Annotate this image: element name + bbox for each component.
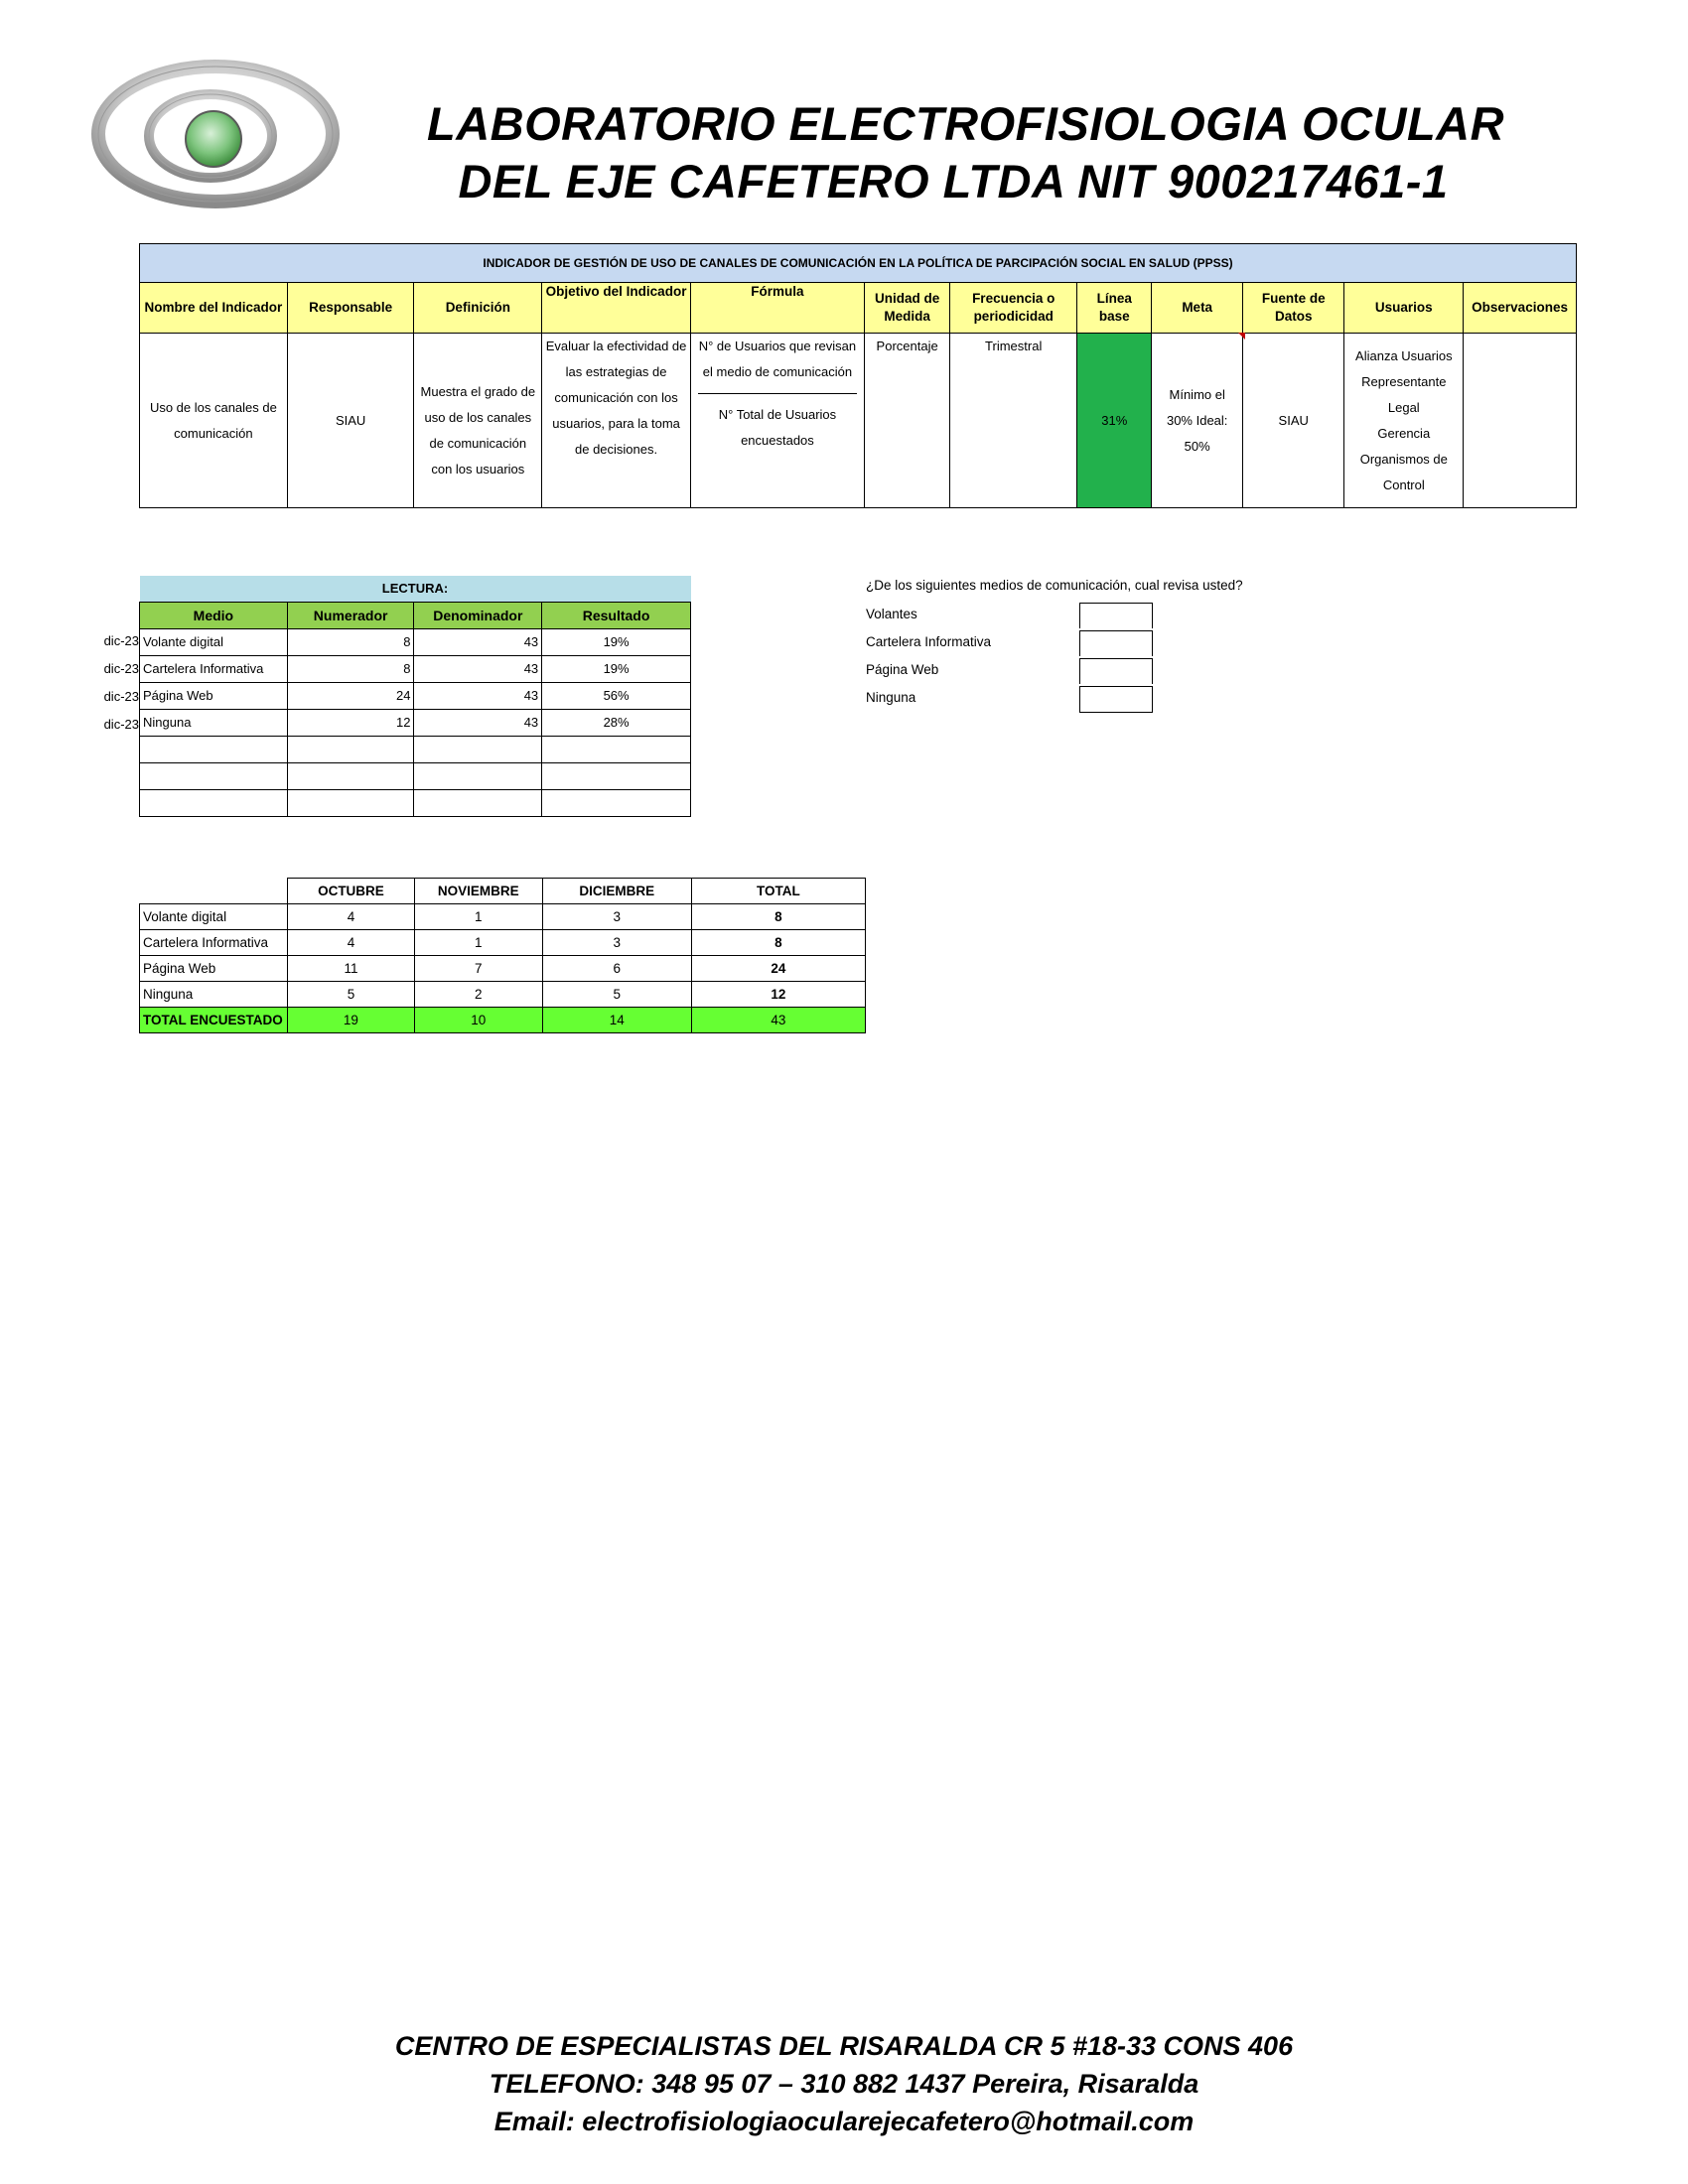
lectura-header: Denominador [414, 603, 542, 629]
lectura-table [139, 576, 691, 817]
monthly-label: Volante digital [140, 904, 288, 930]
monthly-nov: 7 [414, 956, 542, 982]
header-meta: Meta [1152, 283, 1242, 334]
lectura-date: dic-23 [103, 661, 139, 676]
monthly-dic: 5 [542, 982, 691, 1008]
cell-frecuencia: Trimestral [950, 334, 1077, 508]
survey-checkbox[interactable] [1079, 603, 1153, 628]
table-row [140, 629, 691, 656]
lectura-header: Medio [140, 603, 288, 629]
survey-block [866, 578, 1243, 712]
monthly-label: Página Web [140, 956, 288, 982]
usuario-item: Gerencia [1377, 425, 1431, 441]
cell-unidad: Porcentaje [864, 334, 949, 508]
cell-linea-base: 31% [1077, 334, 1152, 508]
indicator-table [139, 243, 1577, 508]
survey-option [866, 656, 1164, 684]
monthly-table [139, 878, 866, 1033]
monthly-total: 8 [691, 904, 865, 930]
survey-option-label: Volantes [866, 607, 917, 621]
survey-option [866, 601, 1164, 628]
lectura-num: 8 [287, 656, 414, 683]
empty-row [140, 763, 691, 790]
cell-responsable: SIAU [287, 334, 414, 508]
usuario-item: Organismos de Control [1359, 451, 1448, 492]
cell-nombre: Uso de los canales de comunicación [140, 334, 288, 508]
monthly-header-row [140, 879, 866, 904]
header-fuente: Fuente de Datos [1242, 283, 1344, 334]
header-objetivo: Objetivo del Indicador [542, 283, 691, 334]
formula-divider [698, 393, 857, 394]
monthly-total: 12 [691, 982, 865, 1008]
monthly-total-oct: 19 [288, 1008, 415, 1033]
monthly-grand-total: 43 [691, 1008, 865, 1033]
lectura-den: 43 [414, 710, 542, 737]
cell-observaciones [1464, 334, 1577, 508]
monthly-oct: 4 [288, 904, 415, 930]
lectura-num: 24 [287, 683, 414, 710]
table-row [140, 683, 691, 710]
table-row [140, 656, 691, 683]
empty-row [140, 737, 691, 763]
footer-address: CENTRO DE ESPECIALISTAS DEL RISARALDA CR 5 #18-33 CONS 406 [394, 2031, 1294, 2061]
lectura-res: 56% [542, 683, 691, 710]
monthly-nov: 1 [414, 904, 542, 930]
lectura-dates [97, 627, 139, 739]
table-row [140, 930, 866, 956]
header-formula: Fórmula [690, 283, 864, 334]
lectura-date: dic-23 [103, 633, 139, 648]
table-row [140, 904, 866, 930]
monthly-nov: 2 [414, 982, 542, 1008]
monthly-oct: 5 [288, 982, 415, 1008]
cell-objetivo: Evaluar la efectividad de las estrategias de comunicación con los usuarios, para la toma de decisiones. [542, 334, 691, 508]
monthly-header: NOVIEMBRE [414, 879, 542, 904]
formula-denominator: N° Total de Usuarios encuestados [718, 407, 837, 448]
cell-formula [690, 334, 864, 508]
monthly-dic: 3 [542, 930, 691, 956]
page-title [427, 95, 1505, 210]
monthly-header: OCTUBRE [288, 879, 415, 904]
monthly-header: DICIEMBRE [542, 879, 691, 904]
header-unidad: Unidad de Medida [864, 283, 949, 334]
cell-usuarios [1344, 334, 1464, 508]
monthly-dic: 3 [542, 904, 691, 930]
comment-marker [1238, 333, 1245, 340]
survey-checkbox[interactable] [1079, 630, 1153, 656]
monthly-total-row [140, 1008, 866, 1033]
lectura-den: 43 [414, 656, 542, 683]
lectura-date: dic-23 [103, 689, 139, 704]
survey-question: ¿De los siguientes medios de comunicación, cual revisa usted? [866, 578, 1243, 593]
eye-logo-icon [91, 55, 340, 213]
header-usuarios: Usuarios [1344, 283, 1464, 334]
empty-row [140, 790, 691, 817]
lectura-num: 8 [287, 629, 414, 656]
monthly-total: 8 [691, 930, 865, 956]
survey-checkbox[interactable] [1079, 686, 1153, 713]
footer-phone: TELEFONO: 348 95 07 – 310 882 1437 Pereira, Risaralda [489, 2069, 1199, 2099]
header-observaciones: Observaciones [1464, 283, 1577, 334]
monthly-header: TOTAL [691, 879, 865, 904]
survey-option [866, 684, 1164, 712]
lectura-medio: Cartelera Informativa [140, 656, 288, 683]
indicator-row [140, 334, 1577, 508]
survey-checkbox[interactable] [1079, 658, 1153, 684]
monthly-label: Ninguna [140, 982, 288, 1008]
monthly-total-nov: 10 [414, 1008, 542, 1033]
indicator-header-row [140, 283, 1577, 334]
cell-fuente: SIAU [1242, 334, 1344, 508]
usuario-item: Representante Legal [1361, 373, 1447, 415]
lectura-num: 12 [287, 710, 414, 737]
survey-option-label: Cartelera Informativa [866, 634, 992, 649]
indicator-banner: INDICADOR DE GESTIÓN DE USO DE CANALES DE COMUNICACIÓN EN LA POLÍTICA DE PARCIPACIÓN SOCIAL EN SALUD (PPSS) [140, 244, 1577, 283]
lectura-den: 43 [414, 683, 542, 710]
monthly-oct: 11 [288, 956, 415, 982]
header-definicion: Definición [414, 283, 542, 334]
lectura-den: 43 [414, 629, 542, 656]
monthly-label: Cartelera Informativa [140, 930, 288, 956]
header-frecuencia: Frecuencia o periodicidad [950, 283, 1077, 334]
monthly-total-label: TOTAL ENCUESTADO [140, 1008, 288, 1033]
survey-option-label: Ninguna [866, 690, 916, 705]
monthly-nov: 1 [414, 930, 542, 956]
table-row [140, 710, 691, 737]
lectura-date: dic-23 [103, 717, 139, 732]
formula-numerator: N° de Usuarios que revisan el medio de comunicación [698, 339, 857, 379]
footer [0, 2027, 1688, 2140]
monthly-dic: 6 [542, 956, 691, 982]
lectura-medio: Volante digital [140, 629, 288, 656]
lectura-res: 19% [542, 629, 691, 656]
survey-option-label: Página Web [866, 662, 939, 677]
header-nombre: Nombre del Indicador [140, 283, 288, 334]
table-row [140, 956, 866, 982]
monthly-oct: 4 [288, 930, 415, 956]
lectura-header-row [140, 603, 691, 629]
title-line-2: DEL EJE CAFETERO LTDA NIT 900217461-1 [458, 155, 1449, 207]
cell-meta: Mínimo el 30% Ideal: 50% [1152, 334, 1242, 508]
lectura-res: 19% [542, 656, 691, 683]
lectura-medio: Página Web [140, 683, 288, 710]
lectura-res: 28% [542, 710, 691, 737]
lectura-header: Resultado [542, 603, 691, 629]
header-linea-base: Línea base [1077, 283, 1152, 334]
usuario-item: Alianza Usuarios [1355, 347, 1453, 363]
survey-option [866, 628, 1164, 656]
lectura-header: Numerador [287, 603, 414, 629]
table-row [140, 982, 866, 1008]
footer-email: Email: electrofisiologiaocularejecafetero@hotmail.com [493, 2107, 1195, 2136]
lectura-medio: Ninguna [140, 710, 288, 737]
cell-definicion: Muestra el grado de uso de los canales de comunicación con los usuarios [414, 334, 542, 508]
monthly-total: 24 [691, 956, 865, 982]
title-line-1: LABORATORIO ELECTROFISIOLOGIA OCULAR [427, 97, 1505, 150]
lectura-title: LECTURA: [140, 576, 691, 603]
monthly-total-dic: 14 [542, 1008, 691, 1033]
header-responsable: Responsable [287, 283, 414, 334]
